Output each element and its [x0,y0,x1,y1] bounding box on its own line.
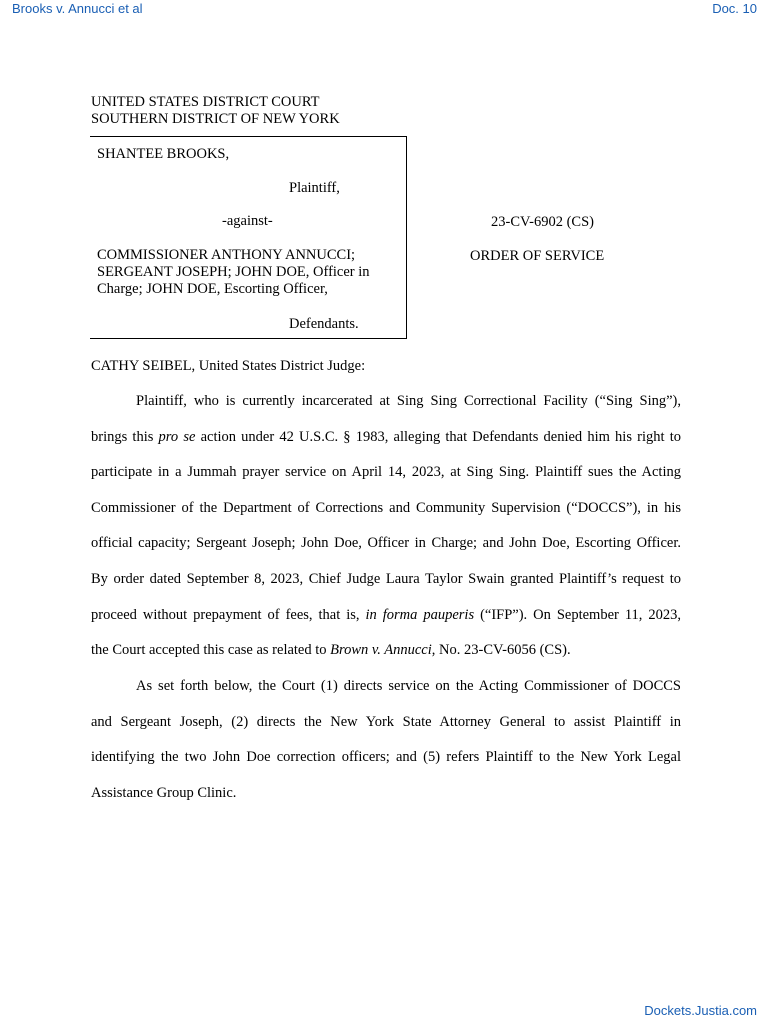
defendants-role: Defendants. [289,316,359,332]
case-caption-box [90,136,407,339]
court-name [91,94,340,128]
defendant-line: Charge; JOHN DOE, Escorting Officer, [97,281,328,297]
order-title: ORDER OF SERVICE [470,248,605,264]
paragraph-line: Commissioner of the Department of Corrections and Community Supervision (“DOCCS”), in his [91,499,681,516]
against-label: -against- [222,213,273,229]
paragraph-line: Plaintiff, who is currently incarcerated at Sing Sing Correctional Facility (“Sing Sing”), [136,393,681,409]
plaintiff-name: SHANTEE BROOKS, [97,146,230,162]
court-name-line1: UNITED STATES DISTRICT COURT [91,94,320,110]
defendants-list [97,247,370,298]
judge-line: CATHY SEIBEL, United States District Judge: [91,358,366,374]
paragraph-line: participate in a Jummah prayer service on April 14, 2023, at Sing Sing. Plaintiff sues the Acting [91,464,681,481]
plaintiff-role: Plaintiff, [289,180,340,196]
paragraph-line: official capacity; Sergeant Joseph; John Doe, Officer in Charge; and John Doe, Escorting Officer. [91,535,681,552]
paragraph-line: As set forth below, the Court (1) directs service on the Acting Commissioner of DOCCS [136,678,681,694]
paragraph-line: the Court accepted this case as related to Brown v. Annucci, No. 23-CV-6056 (CS). [91,642,571,659]
paragraph-line: identifying the two John Doe correction officers; and (5) refers Plaintiff to the New York Legal [91,749,681,766]
case-title-link[interactable]: Brooks v. Annucci et al [12,1,143,16]
paragraph-line: brings this pro se action under 42 U.S.C. § 1983, alleging that Defendants denied him his right to [91,428,681,445]
case-number: 23-CV-6902 (CS) [491,214,594,230]
court-name-line2: SOUTHERN DISTRICT OF NEW YORK [91,111,340,127]
paragraph-line: and Sergeant Joseph, (2) directs the New York State Attorney General to assist Plaintiff in [91,713,681,730]
paragraph-line: proceed without prepayment of fees, that is, in forma pauperis (“IFP”). On September 11, 2023, [91,606,681,623]
document-number-link[interactable]: Doc. 10 [712,1,757,16]
paragraph-line: Assistance Group Clinic. [91,784,237,801]
justia-dockets-link[interactable]: Dockets.Justia.com [644,1003,757,1018]
defendant-line: COMMISSIONER ANTHONY ANNUCCI; [97,247,356,263]
paragraph-line: By order dated September 8, 2023, Chief Judge Laura Taylor Swain granted Plaintiff’s request to [91,571,681,587]
defendant-line: SERGEANT JOSEPH; JOHN DOE, Officer in [97,264,370,280]
